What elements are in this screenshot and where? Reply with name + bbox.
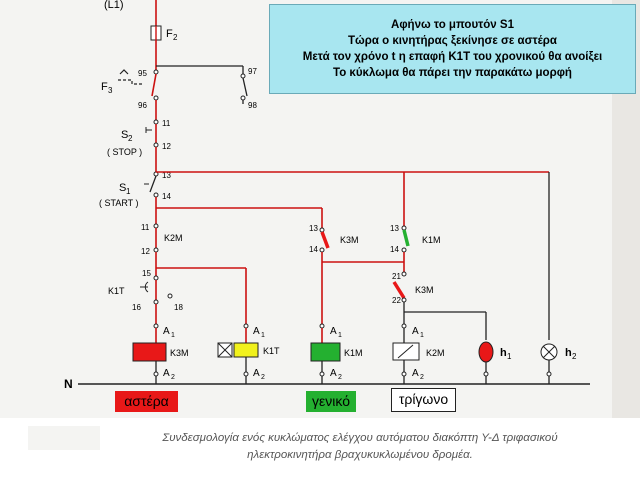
coil-k1m	[311, 324, 363, 381]
term-s2-11: 11	[162, 119, 171, 128]
triangle-tag: τρίγωνο	[391, 388, 456, 412]
term-k1m-13: 13	[390, 224, 399, 233]
k1t-a1-sub: 1	[261, 332, 265, 339]
term-k3m-14: 14	[309, 245, 318, 254]
caption-line-1: Συνδεσμολογία ενός κυκλώματος ελέγχου αυτόματου διακόπτη Υ-Δ τριφασικού	[162, 432, 558, 444]
f3-name: F	[101, 81, 108, 93]
s1-sub: 1	[126, 187, 131, 196]
term-k2m-11: 11	[141, 223, 150, 232]
start-button-s1	[99, 171, 404, 224]
term-k3m-22: 22	[392, 296, 401, 305]
term-k1t-16: 16	[132, 303, 141, 312]
k2m-coil-name: K2M	[426, 348, 445, 358]
term-k2m-12: 12	[141, 247, 150, 256]
term-k3m-13: 13	[309, 224, 318, 233]
supply-line	[104, 0, 156, 26]
overload-relay-f3	[101, 66, 257, 110]
term-s2-12: 12	[162, 142, 171, 151]
k3m-a1: A	[163, 326, 170, 337]
explanation-line-3: Μετά τον χρόνο t η επαφή K1T του χρονικού θα ανοίξει	[302, 51, 603, 63]
term-s1-13: 13	[162, 171, 171, 180]
coil-k3m	[133, 324, 189, 381]
k1t-a1: A	[253, 326, 260, 337]
k1m-a2-sub: 2	[338, 374, 342, 381]
h1-sub: 1	[507, 352, 512, 361]
explanation-line-1: Αφήνω το μπουτόν S1	[391, 19, 514, 31]
k3m-a2: A	[163, 368, 170, 379]
term-97: 97	[248, 67, 257, 76]
s2-name: S	[121, 129, 129, 141]
k3m-a2-sub: 2	[171, 374, 175, 381]
k2m-aux-name: K2M	[164, 233, 183, 243]
k1t-contact-name: K1T	[108, 286, 125, 296]
h2-sub: 2	[572, 352, 577, 361]
s2-sub: 2	[128, 134, 133, 143]
term-98: 98	[248, 101, 257, 110]
k3m-aux-name: K3M	[340, 235, 359, 245]
k2m-a2-sub: 2	[420, 374, 424, 381]
k1t-a2-sub: 2	[261, 374, 265, 381]
k3m-nc-name: K3M	[415, 285, 434, 295]
term-k1t-18: 18	[174, 303, 183, 312]
term-k3m-21: 21	[392, 272, 401, 281]
term-96: 96	[138, 101, 147, 110]
fuse-f2	[151, 26, 178, 66]
k1m-a1-sub: 1	[338, 332, 342, 339]
fuse-name: F	[166, 28, 173, 40]
k1m-aux-name: K1M	[422, 235, 441, 245]
k1t-a2: A	[253, 368, 260, 379]
lamp-h1	[479, 342, 512, 376]
f3-sub: 3	[108, 86, 113, 95]
caption-line-2: ηλεκτροκινητήρα βραχυκυκλωμένου δρομέα.	[247, 449, 473, 461]
stop-caption: ( STOP )	[107, 147, 143, 157]
coil-k2m	[393, 324, 445, 381]
star-tag: αστέρα	[115, 391, 178, 412]
term-s1-14: 14	[162, 192, 171, 201]
term-95: 95	[138, 69, 147, 78]
k1m-coil-name: K1M	[344, 348, 363, 358]
k1m-a2: A	[330, 368, 337, 379]
k2m-a2: A	[412, 368, 419, 379]
term-k1t-15: 15	[142, 269, 151, 278]
k1m-a1: A	[330, 326, 337, 337]
explanation-line-2: Τώρα ο κινητήρας ξεκίνησε σε αστέρα	[348, 35, 557, 47]
neutral-line	[64, 376, 590, 391]
h1-name: h	[500, 347, 507, 359]
k1t-coil-name: K1T	[263, 346, 280, 356]
k3m-coil-name: K3M	[170, 348, 189, 358]
k1m-no-contact	[390, 172, 549, 340]
l1-label: (L1)	[104, 0, 124, 11]
k2m-a1: A	[412, 326, 419, 337]
k2m-a1-sub: 1	[420, 332, 424, 339]
fuse-sub: 2	[173, 33, 178, 42]
figure-caption	[100, 430, 620, 464]
term-k1m-14: 14	[390, 245, 399, 254]
h2-name: h	[565, 347, 572, 359]
k1t-timer-contact	[108, 268, 183, 324]
explanation-line-4: Το κύκλωμα θα πάρει την παρακάτω μορφή	[333, 67, 572, 79]
k3m-nc-contact	[392, 272, 434, 324]
coil-k1t	[218, 324, 280, 381]
general-tag: γενικό	[306, 391, 356, 412]
explanation-box	[269, 4, 636, 94]
s1-name: S	[119, 182, 127, 194]
k3m-a1-sub: 1	[171, 332, 175, 339]
lamp-h2	[541, 344, 577, 376]
neutral-label: N	[64, 377, 73, 391]
caption-patch	[28, 426, 100, 450]
stop-button-s2	[107, 100, 171, 172]
start-caption: ( START )	[99, 198, 139, 208]
